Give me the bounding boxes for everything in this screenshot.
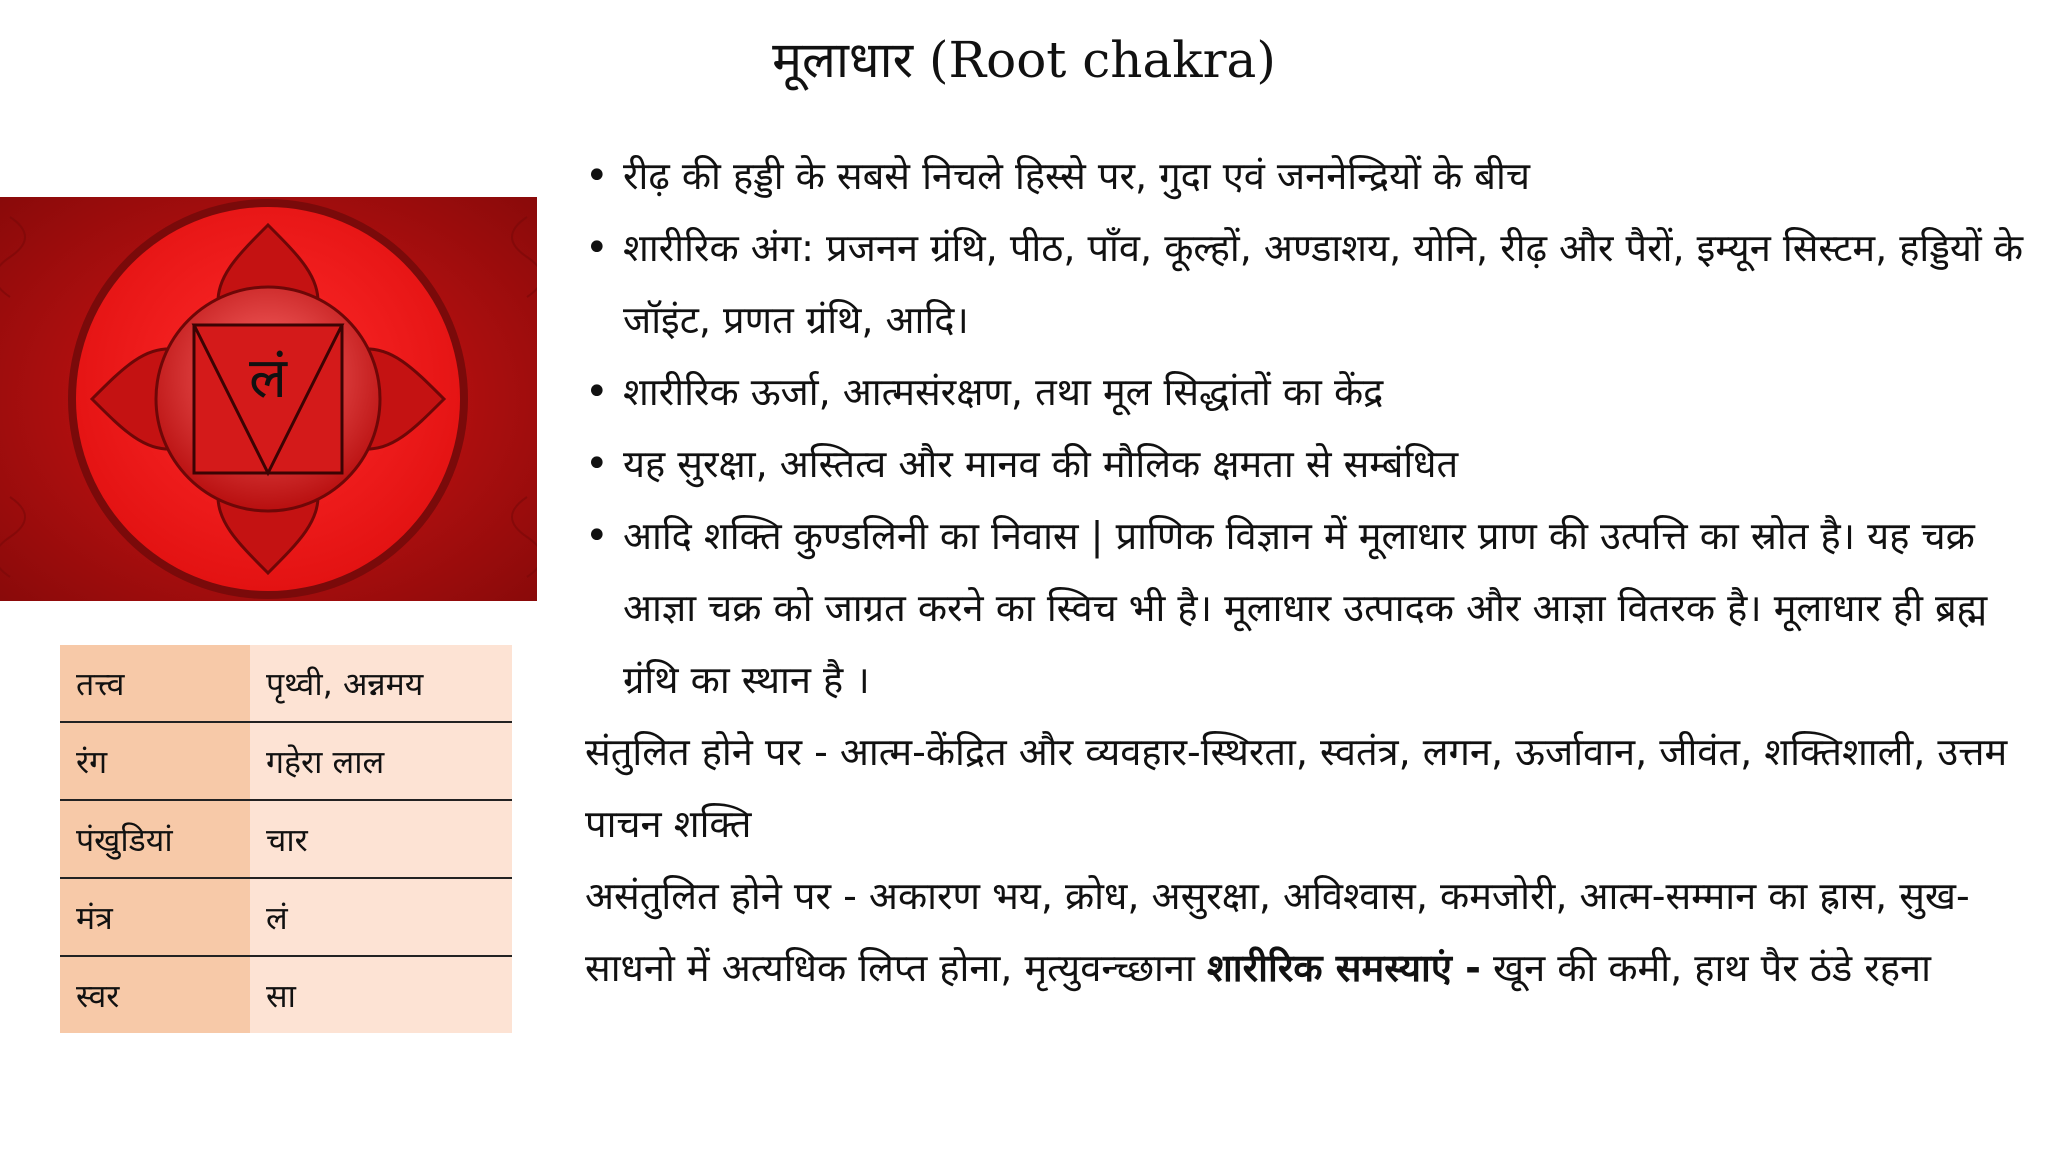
chakra-image <box>0 197 537 601</box>
list-item <box>585 356 2035 428</box>
bullet-text: यह सुरक्षा, अस्तित्व और मानव की मौलिक क्षमता से सम्बंधित <box>623 442 1459 486</box>
bullet-text: आदि शक्ति कुण्डलिनी का निवास | प्राणिक विज्ञान में मूलाधार प्राण की उत्पत्ति का स्रोत है। यह चक्र आज्ञा चक्र को जाग्रत करने का स्विच भी है। मूलाधार उत्पादक और आज्ञा वितरक है। मूलाधार ही ब्रह्म ग्रंथि का स्थान है । <box>623 514 1988 702</box>
physical-problems-label: शारीरिक समस्याएं - <box>1206 946 1481 990</box>
attribute-value: पृथ्वी, अन्नमय <box>250 645 512 722</box>
attribute-value: चार <box>250 800 512 878</box>
attribute-value: सा <box>250 956 512 1033</box>
slide-title: मूलाधार (Root chakra) <box>772 31 1276 89</box>
bullet-text: शारीरिक अंग: प्रजनन ग्रंथि, पीठ, पाँव, कूल्हों, अण्डाशय, योनि, रीढ़ और पैरों, इम्यून सिस्टम, हड्डियों के जॉइंट, प्रणत ग्रंथि, आदि। <box>623 226 2023 342</box>
list-item <box>585 212 2035 356</box>
bullet-icon: • <box>585 369 609 415</box>
attribute-key: रंग <box>60 722 250 800</box>
bullet-icon: • <box>585 441 609 487</box>
bullet-list <box>585 140 2035 716</box>
bullet-text: शारीरिक ऊर्जा, आत्मसंरक्षण, तथा मूल सिद्धांतों का केंद्र <box>623 370 1384 414</box>
content-area <box>585 140 2035 1004</box>
list-item <box>585 140 2035 212</box>
table-row <box>60 956 512 1033</box>
bullet-icon: • <box>585 225 609 271</box>
attribute-key: पंखुडियां <box>60 800 250 878</box>
attribute-key: स्वर <box>60 956 250 1033</box>
imbalanced-tail: खून की कमी, हाथ पैर ठंडे रहना <box>1493 946 1931 990</box>
attribute-key: तत्त्व <box>60 645 250 722</box>
list-item <box>585 500 2035 716</box>
attribute-value: गहेरा लाल <box>250 722 512 800</box>
imbalanced-paragraph <box>585 860 2035 1004</box>
table-row <box>60 722 512 800</box>
list-item <box>585 428 2035 500</box>
table-row <box>60 878 512 956</box>
table-row <box>60 645 512 722</box>
seed-syllable: लं <box>249 346 287 411</box>
imbalanced-text: असंतुलित होने पर - अकारण भय, क्रोध, असुरक्षा, अविश्वास, कमजोरी, आत्म-सम्मान का ह्रास, सुख-साधनो में अत्यधिक लिप्त होना, मृत्युवन्च्छाना <box>585 874 1970 990</box>
balanced-paragraph: संतुलित होने पर - आत्म-केंद्रित और व्यवहार-स्थिरता, स्वतंत्र, लगन, ऊर्जावान, जीवंत, शक्तिशाली, उत्तम पाचन शक्ति <box>585 730 2008 846</box>
attributes-table <box>60 645 512 1033</box>
attribute-key: मंत्र <box>60 878 250 956</box>
table-row <box>60 800 512 878</box>
bullet-text: रीढ़ की हड्डी के सबसे निचले हिस्से पर, गुदा एवं जननेन्द्रियों के बीच <box>623 154 1530 198</box>
attribute-value: लं <box>250 878 512 956</box>
bullet-icon: • <box>585 513 609 559</box>
bullet-icon: • <box>585 153 609 199</box>
